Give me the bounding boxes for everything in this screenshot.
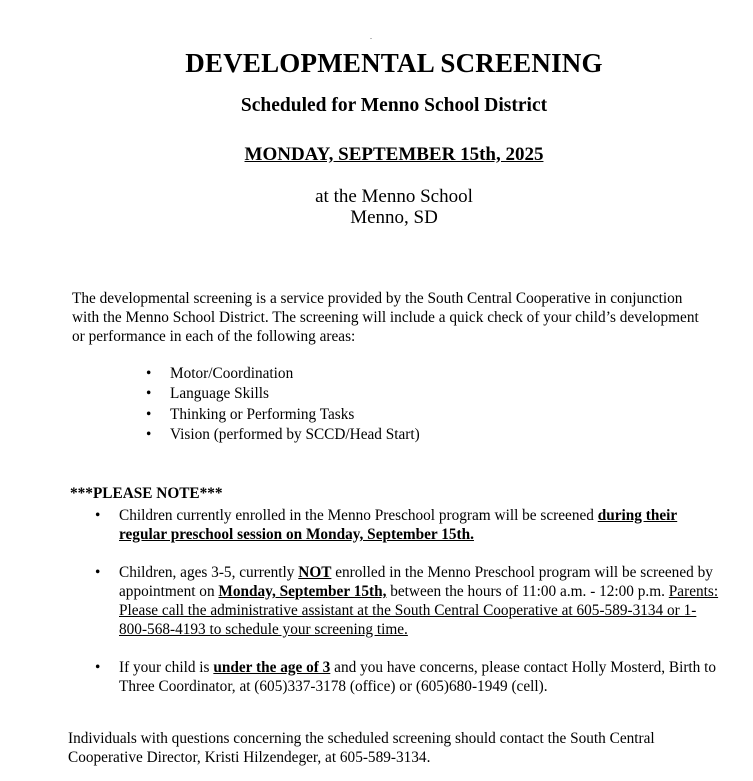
note-text: Children currently enrolled in the Menno Preschool program will be screened	[119, 507, 598, 524]
list-item: • Thinking or Performing Tasks	[146, 405, 420, 425]
location-line-1: at the Menno School	[315, 186, 473, 207]
note-heading: ***PLEASE NOTE***	[70, 485, 223, 502]
list-item: • Vision (performed by SCCD/Head Start)	[146, 425, 420, 445]
note-text: enrolled in the Menno Preschool program will be screened by appointment on	[119, 564, 713, 600]
screening-areas-list	[146, 364, 420, 445]
note-item-not-enrolled	[95, 563, 720, 639]
note-text: If your child is	[119, 659, 214, 676]
intro-paragraph: The developmental screening is a service provided by the South Central Cooperative in conjunction with the Menno School District. The screening will include a quick check of your child’s development or performance in each of the following areas:	[72, 290, 699, 345]
note-text: and you have concerns, please contact Holly Mosterd, Birth to Three Coordinator, at (605)337-3178 (office) or (605)680-1949 (cell).	[119, 659, 717, 695]
note-item-enrolled	[95, 506, 720, 544]
scan-speck	[370, 38, 372, 39]
note-date: Monday, September 15th,	[218, 583, 387, 600]
note-emphasis: during their regular preschool session on Monday, September 15th.	[119, 507, 678, 543]
screening-date: MONDAY, SEPTEMBER 15th, 2025	[244, 144, 544, 165]
note-text: Children, ages 3-5, currently	[119, 564, 299, 581]
page-subtitle: Scheduled for Menno School District	[240, 95, 548, 116]
list-item: • Language Skills	[146, 384, 420, 404]
notes-list	[95, 506, 720, 696]
list-item: • Motor/Coordination	[146, 364, 420, 384]
note-age: under the age of 3	[213, 659, 331, 676]
note-instruction: Parents: Please call the administrative assistant at the South Central Cooperative at 605-589-3134 or 1-800-568-4193 to schedule your screening time.	[119, 583, 719, 638]
page-title: DEVELOPMENTAL SCREENING	[185, 48, 603, 78]
note-text: between the hours of 11:00 a.m. - 12:00 p.m.	[386, 583, 669, 600]
note-not-word: NOT	[298, 564, 332, 581]
location-line-2: Menno, SD	[350, 207, 438, 228]
closing-paragraph: Individuals with questions concerning the scheduled screening should contact the South Central Cooperative Director, Kristi Hilzendeger, at 605-589-3134.	[68, 730, 655, 766]
note-item-under-three	[95, 658, 720, 696]
